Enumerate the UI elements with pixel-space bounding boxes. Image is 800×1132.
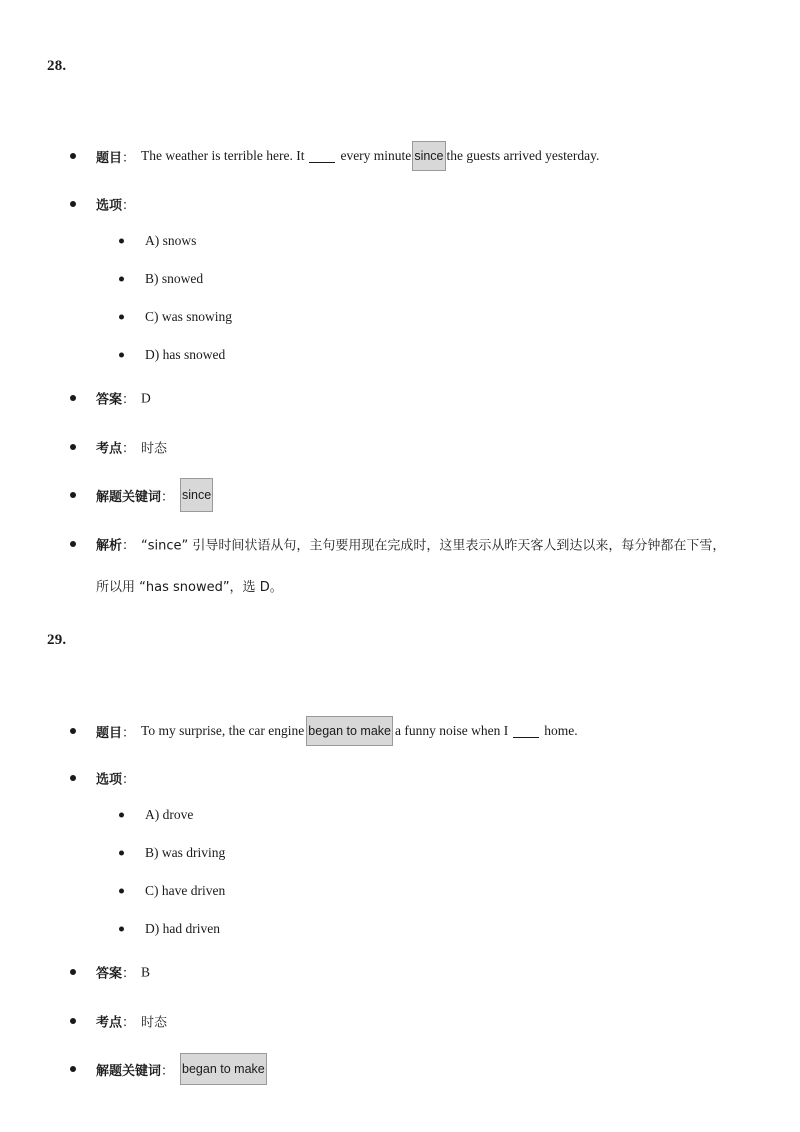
- topic-label: 考点: [96, 1015, 123, 1031]
- q29-stem-part3: home.: [544, 723, 578, 738]
- q28-analysis-line1: “since” 引导时间状语从句，主句要用现在完成时，这里表示从昨天客人到达以来，每分钟都在下雪，: [141, 538, 726, 554]
- bullet: [70, 1018, 76, 1024]
- bullet: [70, 492, 76, 498]
- bullet: [119, 239, 124, 244]
- q29-option-b: [0, 841, 800, 865]
- option-text: B) was driving: [145, 845, 226, 860]
- bullet: [70, 153, 76, 159]
- option-text: C) have driven: [145, 883, 226, 898]
- q28-topic: 时态: [141, 441, 168, 457]
- q29-stem-part2: a funny noise when I: [395, 723, 509, 738]
- q29-keyword-row: [0, 1057, 800, 1081]
- bullet: [70, 969, 76, 975]
- topic-label: 考点: [96, 441, 123, 457]
- option-text: D) had driven: [145, 921, 220, 936]
- options-label: 选项: [96, 772, 123, 788]
- colon: ：: [161, 1063, 175, 1079]
- option-text: C) was snowing: [145, 309, 232, 324]
- colon: ：: [122, 772, 136, 788]
- q28-question-row: [0, 144, 800, 168]
- colon: ：: [122, 966, 136, 982]
- q29-option-a: [0, 803, 800, 827]
- bullet: [70, 444, 76, 450]
- q28-option-c: [0, 305, 800, 329]
- q28-stem-part1: The weather is terrible here. It: [141, 148, 305, 163]
- bullet: [70, 541, 76, 547]
- q28-options-row: [0, 192, 800, 216]
- bullet: [119, 889, 124, 894]
- option-text: A) drove: [145, 807, 194, 822]
- question-number-29: 29.: [47, 632, 67, 648]
- option-text: A) snows: [145, 233, 197, 248]
- answer-label: 答案: [96, 392, 123, 408]
- q29-question-row: [0, 719, 800, 743]
- q29-option-c: [0, 879, 800, 903]
- question-label: 题目: [96, 150, 123, 166]
- q28-topic-row: [0, 435, 800, 459]
- question-label: 题目: [96, 725, 123, 741]
- q28-option-b: [0, 267, 800, 291]
- answer-blank: [309, 149, 335, 162]
- colon: ：: [122, 441, 136, 457]
- bullet: [70, 201, 76, 207]
- bullet: [119, 813, 124, 818]
- q29-stem-highlight: began to make: [306, 716, 393, 746]
- option-text: B) snowed: [145, 271, 204, 286]
- q29-answer-row: [0, 960, 800, 984]
- q28-analysis-line2: 所以用 “has snowed”，选 D。: [96, 579, 283, 595]
- option-text: D) has snowed: [145, 347, 226, 362]
- keyword-label: 解题关键词: [96, 1063, 162, 1079]
- q29-answer: B: [141, 964, 151, 979]
- colon: ：: [161, 489, 175, 505]
- colon: ：: [122, 725, 136, 741]
- q28-keyword-row: [0, 483, 800, 507]
- q28-option-d: [0, 343, 800, 367]
- question-number-28: 28.: [47, 58, 67, 74]
- q29-keyword: began to make: [180, 1053, 267, 1085]
- bullet: [119, 277, 124, 282]
- analysis-label: 解析: [96, 538, 123, 554]
- colon: ：: [122, 538, 136, 554]
- colon: ：: [122, 392, 136, 408]
- bullet: [119, 315, 124, 320]
- options-label: 选项: [96, 198, 123, 214]
- bullet: [70, 1066, 76, 1072]
- q28-answer-row: [0, 386, 800, 410]
- colon: ：: [122, 1015, 136, 1031]
- q28-stem-highlight: since: [412, 141, 445, 171]
- q28-analysis-row: [0, 532, 800, 556]
- q29-option-d: [0, 917, 800, 941]
- q28-keyword: since: [180, 478, 213, 512]
- q29-options-row: [0, 766, 800, 790]
- answer-blank: [513, 724, 539, 737]
- q29-topic-row: [0, 1009, 800, 1033]
- q28-stem-part3: the guests arrived yesterday.: [446, 148, 600, 163]
- bullet: [70, 395, 76, 401]
- answer-label: 答案: [96, 966, 123, 982]
- q29-topic: 时态: [141, 1015, 168, 1031]
- colon: ：: [122, 198, 136, 214]
- bullet: [119, 927, 124, 932]
- bullet: [119, 851, 124, 856]
- q28-option-a: [0, 229, 800, 253]
- colon: ：: [122, 150, 136, 166]
- q29-stem-part1: To my surprise, the car engine: [141, 723, 305, 738]
- keyword-label: 解题关键词: [96, 489, 162, 505]
- q28-answer: D: [141, 390, 151, 405]
- bullet: [119, 353, 124, 358]
- q28-stem-part2: every minute: [340, 148, 412, 163]
- bullet: [70, 728, 76, 734]
- bullet: [70, 775, 76, 781]
